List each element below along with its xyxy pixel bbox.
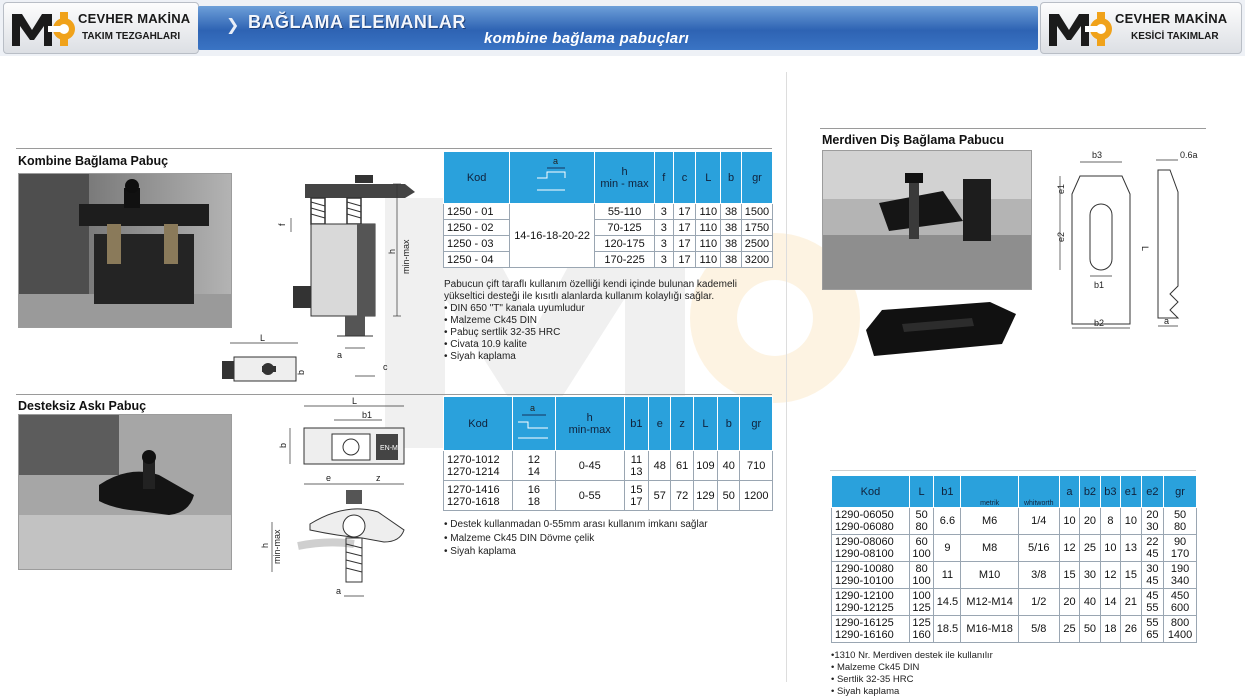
title-banner [198, 6, 1038, 50]
logo-left-brand: CEVHER MAKİNA [78, 11, 191, 26]
dim-b1: b1 [1094, 280, 1105, 290]
col-c: c [673, 152, 696, 204]
dim-h: h [260, 542, 270, 548]
col-a [510, 152, 595, 204]
dim-e1: e1 [1056, 183, 1066, 194]
shared-a-values: 14-16-18-20-22 [510, 204, 595, 268]
svg-text:a: a [553, 156, 559, 166]
notes-kombine: Pabucun çift taraflı kullanım özelliği kendi içinde bulunan kademeli yükseltici desteği ile kısıtlı alanlarda kullanım kolaylığı sağlar. • DIN 650 "T" kanala uyumludur • Malzeme Ck45 DIN • Pabuç sertlik 32-35 HRC • Civata 10.9 kalite • Siyah kaplama [444, 279, 737, 362]
kombine-clamp-photo-icon [19, 174, 232, 328]
dim-a: a [1164, 316, 1170, 326]
dim-a: a [336, 586, 342, 596]
table-row: 1290-08060 1290-08100 60 100 9 M8 5/16 12 25 10 13 22 45 90 170 [832, 535, 1197, 562]
col-h: h min - max [595, 152, 655, 204]
merdiven-clamp-photo-icon [823, 151, 1032, 290]
dim-b2: b2 [1094, 318, 1105, 328]
chevron-right-icon: ❯ [226, 17, 240, 34]
desteksiz-top-drawing [272, 396, 422, 476]
dim-b: b [278, 442, 288, 448]
section-title-desteksiz: Desteksiz Askı Pabuç [18, 399, 147, 413]
col-kod: Kod [444, 152, 510, 204]
col-L: L [696, 152, 721, 204]
logo-right-brand: CEVHER MAKİNA [1115, 11, 1228, 26]
col-kod: Kod [832, 476, 910, 508]
dim-a: a [337, 350, 343, 360]
dim-e: e [326, 473, 332, 483]
logo-right [1040, 2, 1242, 54]
dim-b1: b1 [362, 410, 373, 420]
svg-text:a: a [529, 403, 535, 413]
section-title-merdiven: Merdiven Diş Bağlama Pabucu [822, 133, 1005, 147]
dim-e2: e2 [1056, 231, 1066, 242]
col-e2: e2 [1141, 476, 1164, 508]
table-row: 1250 - 01 14-16-18-20-22 55-110 3 17 110 38 1500 [444, 204, 773, 220]
notes-desteksiz: • Destek kullanmadan 0-55mm arası kullanım imkanı sağlar • Malzeme Ck45 DIN Dövme çelik • Siyah kaplama [444, 519, 708, 557]
a-profile-icon [514, 402, 554, 442]
desteksiz-side-drawing [258, 472, 418, 600]
photo-merdiven [822, 150, 1032, 290]
col-h: h min-max [555, 397, 624, 451]
col-b: b [718, 397, 740, 451]
col-whitworth: whitworth [1018, 476, 1059, 508]
dim-L: L [352, 396, 358, 406]
section-divider [820, 128, 1206, 129]
col-gr: gr [1164, 476, 1197, 508]
column-divider [786, 72, 787, 682]
col-a: a [1059, 476, 1079, 508]
table-row: 1290-16125 1290-16160 125 160 18.5 M16-M18 5/8 25 50 18 26 55 65 800 1400 [832, 616, 1197, 643]
kombine-top-drawing [218, 333, 318, 385]
section-divider [16, 148, 772, 149]
table-row: 1250 - 02 70-125 3 17 110 38 1750 [444, 220, 773, 236]
table-kombine [443, 151, 773, 268]
table-row: 1290-10080 1290-10100 80 100 11 M10 3/8 15 30 12 15 30 45 190 340 [832, 562, 1197, 589]
photo-desteksiz [18, 414, 232, 570]
merdiven-block-icon [862, 300, 1022, 360]
dim-z: z [376, 473, 381, 483]
logo-left [3, 2, 199, 54]
col-b3: b3 [1100, 476, 1120, 508]
section-divider [16, 394, 772, 395]
col-e: e [649, 397, 671, 451]
col-e1: e1 [1121, 476, 1141, 508]
table-row: 1270-1012 1270-1214 12 14 0-45 11 13 48 61 109 40 710 [444, 451, 773, 481]
col-z: z [671, 397, 693, 451]
col-a [513, 397, 556, 451]
page-title: BAĞLAMA ELEMANLAR [248, 12, 466, 32]
table-row: 1270-1416 1270-1618 16 18 0-55 15 17 57 72 129 50 1200 [444, 481, 773, 511]
section-title-kombine: Kombine Bağlama Pabuç [18, 154, 169, 168]
stamp-text: EN-M [380, 445, 398, 452]
table-row: 1250 - 04 170-225 3 17 110 38 3200 [444, 252, 773, 268]
col-b: b [721, 152, 742, 204]
table-row: 1250 - 03 120-175 3 17 110 38 2500 [444, 236, 773, 252]
desteksiz-clamp-photo-icon [19, 415, 232, 570]
col-L: L [909, 476, 934, 508]
col-metrik: metrik [961, 476, 1018, 508]
dim-f: f [277, 223, 287, 226]
dim-minmax: min-max [401, 239, 411, 274]
col-gr: gr [741, 152, 772, 204]
table-row: 1290-12100 1290-12125 100 125 14.5 M12-M14 1/2 20 40 14 21 45 55 450 600 [832, 589, 1197, 616]
table-merdiven [831, 475, 1197, 643]
merdiven-drawing [1052, 146, 1214, 332]
section-divider [830, 470, 1196, 471]
col-L: L [693, 397, 717, 451]
col-b1: b1 [624, 397, 648, 451]
table-row: 1290-06050 1290-06080 50 80 6.6 M6 1/4 10 20 8 10 20 30 50 80 [832, 508, 1197, 535]
dim-h: h [387, 248, 397, 254]
cevher-logo-icon [1047, 10, 1113, 48]
table-desteksiz [443, 396, 773, 511]
a-profile-icon [517, 156, 587, 196]
dim-L: L [260, 333, 266, 343]
dim-L: L [1140, 246, 1150, 252]
dim-c: c [383, 362, 388, 372]
logo-left-sub: TAKIM TEZGAHLARI [82, 31, 181, 42]
cevher-logo-icon [10, 10, 76, 48]
page-subtitle: kombine bağlama pabuçları [484, 30, 690, 47]
logo-right-sub: KESİCİ TAKIMLAR [1131, 31, 1219, 42]
dim-b3: b3 [1092, 150, 1103, 160]
col-gr: gr [740, 397, 773, 451]
photo-kombine [18, 173, 232, 328]
col-b1: b1 [934, 476, 961, 508]
dim-minmax: min-max [272, 529, 282, 564]
col-b2: b2 [1080, 476, 1100, 508]
col-f: f [655, 152, 674, 204]
page-header [0, 0, 1245, 56]
dim-06a: 0.6a [1180, 150, 1198, 160]
notes-merdiven: •1310 Nr. Merdiven destek ile kullanılır • Malzeme Ck45 DIN • Sertlik 32-35 HRC • Siyah kaplama [831, 650, 993, 697]
dim-b: b [296, 369, 306, 375]
col-kod: Kod [444, 397, 513, 451]
